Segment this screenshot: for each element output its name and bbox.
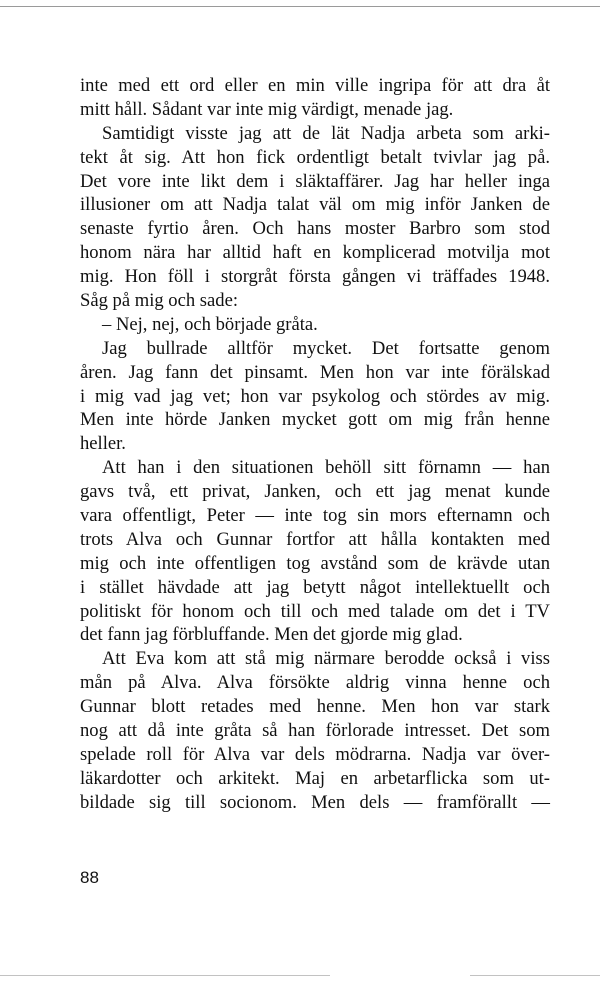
- text-line: mitt håll. Sådant var inte mig värdigt, menade jag.: [80, 98, 454, 120]
- text-line: Gunnar blott retades med henne. Men hon var stark: [80, 696, 550, 718]
- text-line: heller.: [80, 433, 126, 455]
- text-line: i mig vad jag vet; hon var psykolog och stördes av mig.: [80, 385, 550, 407]
- text-line: illusioner om att Nadja talat väl om mig inför Janken de: [80, 194, 550, 216]
- text-line: Det vore inte likt dem i släktaffärer. Jag har heller inga: [80, 170, 550, 192]
- text-line: Jag bullrade alltför mycket. Det fortsatte genom: [102, 337, 550, 359]
- text-line: Att Eva kom att stå mig närmare berodde också i viss: [102, 648, 550, 670]
- text-line: bildade sig till socionom. Men dels — framförallt —: [80, 791, 550, 813]
- top-edge-rule: [0, 6, 600, 7]
- bottom-edge-rule-right: [470, 975, 600, 976]
- text-line: tekt åt sig. Att hon fick ordentligt betalt tvivlar jag på.: [80, 146, 550, 168]
- text-line: Att han i den situationen behöll sitt förnamn — han: [102, 457, 550, 479]
- text-line: inte med ett ord eller en min ville ingripa för att dra åt: [80, 75, 550, 96]
- text-line: läkardotter och arkitekt. Maj en arbetarflicka som ut-: [80, 767, 550, 789]
- body-text: [80, 74, 550, 815]
- text-line: åren. Jag fann det pinsamt. Men hon var inte förälskad: [80, 361, 550, 383]
- text-line: Såg på mig och sade:: [80, 290, 239, 312]
- text-line: vara offentligt, Peter — inte tog sin mors efternamn och: [80, 505, 550, 527]
- text-line: nog att då inte gråta så han förlorade intresset. Det som: [80, 720, 550, 742]
- text-line: gavs två, ett privat, Janken, och ett jag menat kunde: [80, 481, 550, 503]
- text-line: Men inte hörde Janken mycket gott om mig från henne: [80, 409, 550, 431]
- text-line: mig. Hon föll i storgråt första gången vi träffades 1948.: [80, 266, 550, 288]
- text-line: senaste fyrtio åren. Och hans moster Barbro som stod: [80, 218, 550, 240]
- text-line: honom nära har alltid haft en komplicerad motvilja mot: [80, 242, 550, 264]
- text-line: mig och inte offentligen tog avstånd som de krävde utan: [80, 552, 550, 574]
- text-line: politiskt för honom och till och med talade om det i TV: [80, 600, 550, 622]
- text-line: Samtidigt visste jag att de lät Nadja arbeta som arki-: [102, 122, 550, 144]
- text-line: – Nej, nej, och började gråta.: [102, 313, 318, 335]
- text-line: trots Alva och Gunnar fortfor att hålla kontakten med: [80, 528, 550, 550]
- page-number: 88: [80, 868, 99, 887]
- text-line: mån på Alva. Alva försökte aldrig vinna henne och: [80, 672, 550, 694]
- text-line: spelade roll för Alva var dels mödrarna. Nadja var över-: [80, 743, 550, 765]
- text-line: i stället hävdade att jag betytt något intellektuellt och: [80, 576, 550, 598]
- text-line: det fann jag förbluffande. Men det gjorde mig glad.: [80, 624, 463, 646]
- bottom-edge-rule-left: [0, 975, 330, 976]
